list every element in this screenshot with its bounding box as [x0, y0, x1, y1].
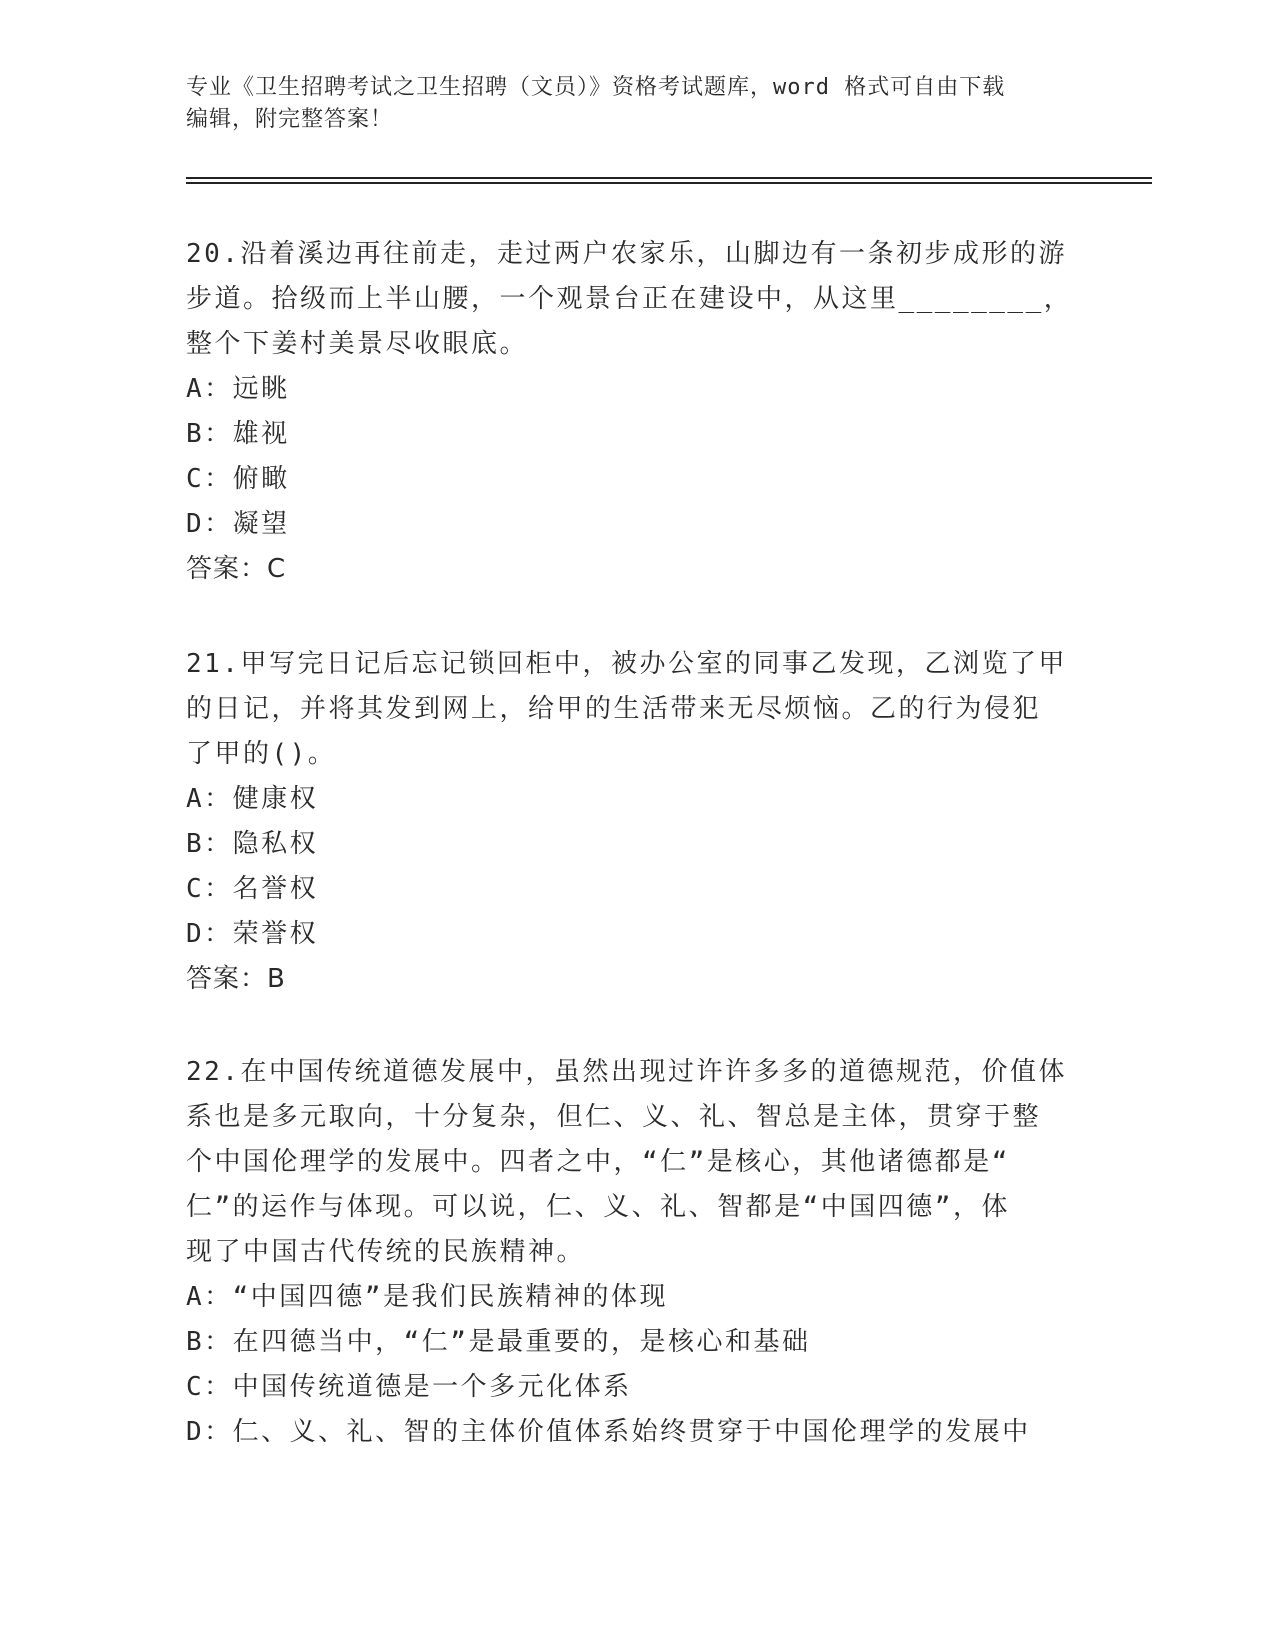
- question-stem-line: 步道。拾级而上半山腰，一个观景台正在建设中，从这里________，: [186, 284, 1073, 314]
- answer-label: 答案：B: [186, 964, 286, 994]
- option-c: C：中国传统道德是一个多元化体系: [186, 1372, 632, 1402]
- document-header: [186, 72, 1066, 136]
- header-divider-top: [186, 177, 1152, 179]
- question-21: [186, 642, 1086, 1002]
- question-20: [186, 232, 1086, 592]
- question-stem-line: 系也是多元取向，十分复杂，但仁、义、礼、智总是主体，贯穿于整: [186, 1102, 1042, 1132]
- question-stem-line: 个中国伦理学的发展中。四者之中，“仁”是核心，其他诸德都是“: [186, 1147, 1010, 1177]
- question-stem-line: 现了中国古代传统的民族精神。: [186, 1237, 586, 1267]
- option-b: B：在四德当中，“仁”是最重要的，是核心和基础: [186, 1327, 811, 1357]
- question-stem-line: 整个下姜村美景尽收眼底。: [186, 329, 529, 359]
- option-a: A：健康权: [186, 784, 319, 814]
- header-divider-bottom: [186, 182, 1152, 184]
- option-b: B：隐私权: [186, 829, 319, 859]
- answer-label: 答案：C: [186, 554, 287, 584]
- question-stem-line: 22.在中国传统道德发展中，虽然出现过许许多多的道德规范，价值体: [186, 1057, 1067, 1087]
- option-d: D：荣誉权: [186, 919, 319, 949]
- question-stem-line: 的日记，并将其发到网上，给甲的生活带来无尽烦恼。乙的行为侵犯: [186, 694, 1042, 724]
- option-d: D：仁、义、礼、智的主体价值体系始终贯穿于中国伦理学的发展中: [186, 1417, 1031, 1447]
- option-d: D：凝望: [186, 509, 290, 539]
- question-stem-line: 仁”的运作与体现。可以说，仁、义、礼、智都是“中国四德”，体: [186, 1192, 1010, 1222]
- option-a: A：“中国四德”是我们民族精神的体现: [186, 1282, 668, 1312]
- question-stem-line: 21.甲写完日记后忘记锁回柜中，被办公室的同事乙发现，乙浏览了甲: [186, 649, 1067, 679]
- question-stem-line: 了甲的()。: [186, 739, 337, 769]
- option-c: C：俯瞰: [186, 464, 290, 494]
- option-c: C：名誉权: [186, 874, 319, 904]
- header-line-2: 编辑，附完整答案！: [186, 107, 394, 132]
- option-b: B：雄视: [186, 419, 290, 449]
- header-line-1: 专业《卫生招聘考试之卫生招聘（文员）》资格考试题库，word 格式可自由下载: [186, 75, 1006, 100]
- question-22: [186, 1050, 1086, 1455]
- question-stem-line: 20.沿着溪边再往前走，走过两户农家乐，山脚边有一条初步成形的游: [186, 239, 1067, 269]
- option-a: A：远眺: [186, 374, 290, 404]
